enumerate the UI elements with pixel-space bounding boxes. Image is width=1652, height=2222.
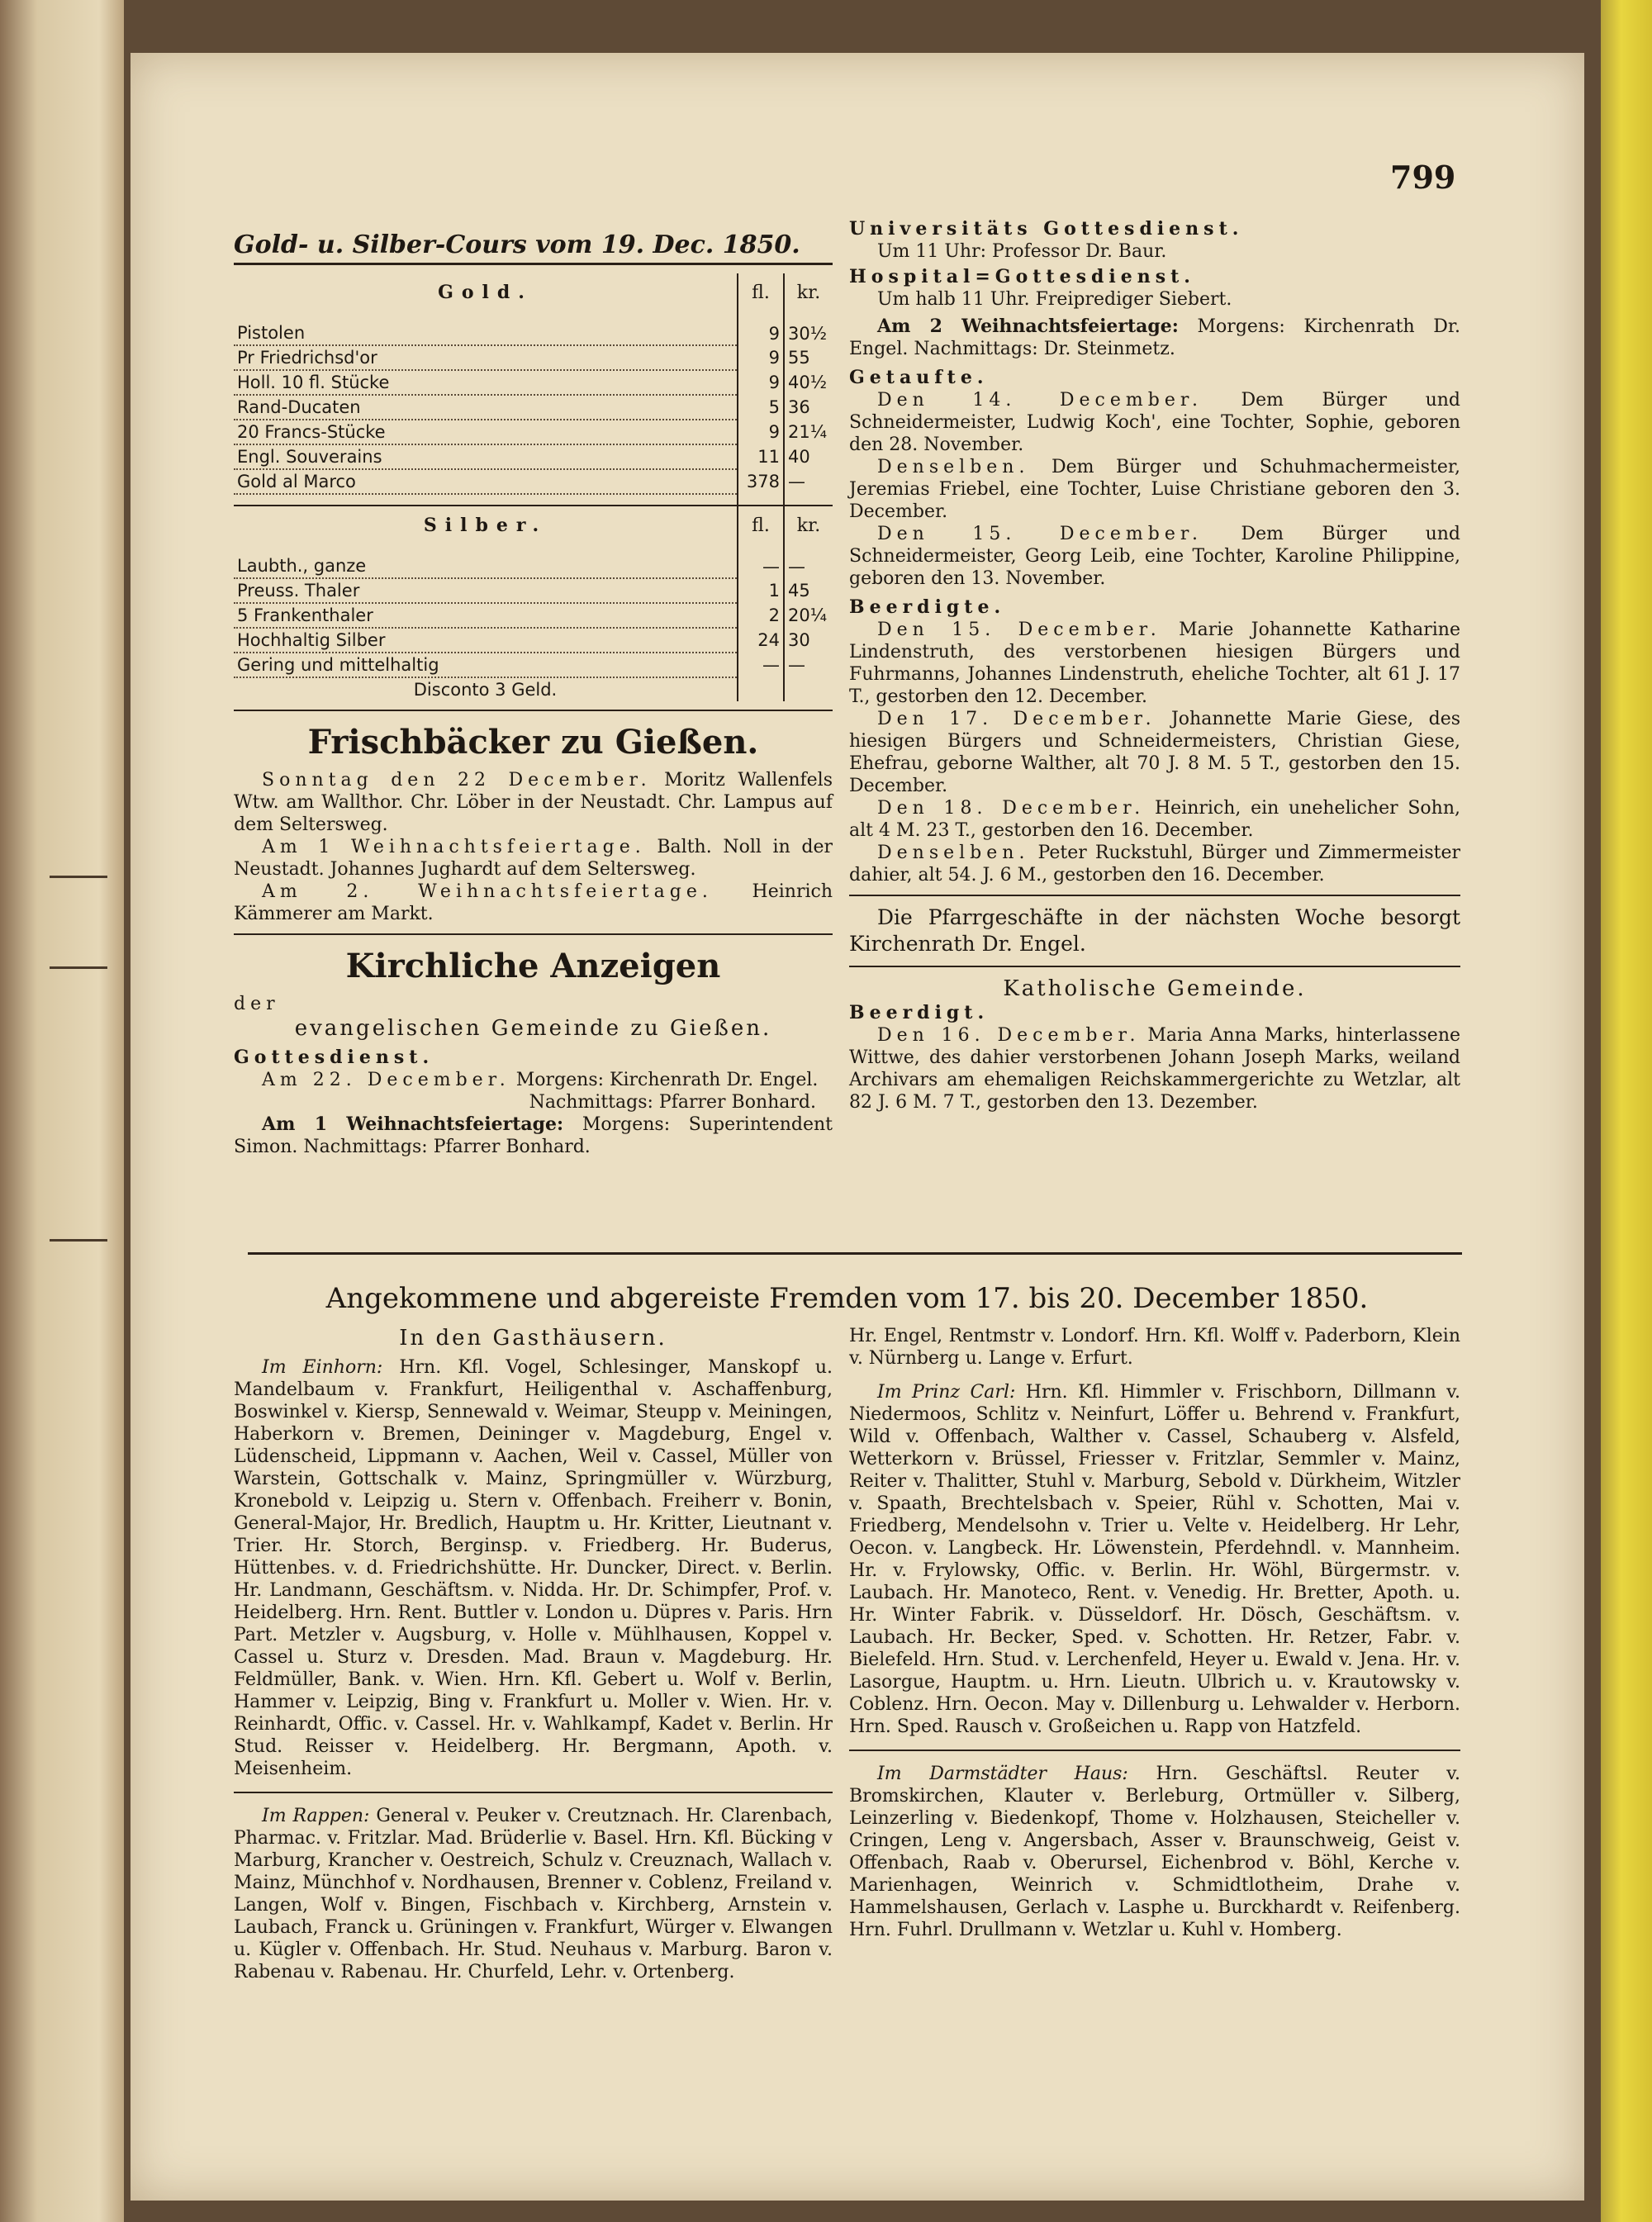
gottesdienst-heading: Gottesdienst. xyxy=(234,1047,434,1068)
getaufte-entry: Den 14. December. Dem Bürger und Schneidermeister, Ludwig Koch', eine Tochter, Sophie, geboren den 28. November. xyxy=(849,390,1460,455)
table-row: Engl. Souverains 11 40 xyxy=(234,444,833,469)
getaufte-heading: Getaufte. xyxy=(849,367,989,388)
getaufte-entry: Den 15. December. Dem Bürger und Schneidermeister, Georg Leib, eine Tochter, Karoline Philippine, geboren den 13. November. xyxy=(849,524,1460,589)
table-row: Rand-Ducaten 5 36 xyxy=(234,395,833,420)
table-row: Hochhaltig Silber 24 30 xyxy=(234,628,833,653)
beerdigte-entry: Denselben. Peter Ruckstuhl, Bürger und Zimmermeister dahier, alt 54. J. 6 M., gestorben den 16. December. xyxy=(849,843,1461,885)
table-row: Pistolen 9 30½ xyxy=(234,321,833,345)
table-row: 5 Frankenthaler 2 20¼ xyxy=(234,603,833,628)
fremde-title: Angekommene und abgereiste Fremden vom 17. bis 20. December 1850. xyxy=(325,1282,1369,1315)
table-row: Laubth., ganze — — xyxy=(234,554,833,578)
unit-fl: fl. xyxy=(738,506,784,544)
table-row: Pr Friedrichsd'or 9 55 xyxy=(234,345,833,370)
kath-heading: Katholische Gemeinde. xyxy=(1003,976,1307,1001)
newspaper-page xyxy=(131,53,1584,2201)
table-row: Holl. 10 fl. Stücke 9 40½ xyxy=(234,370,833,395)
beerdigte-entry: Den 17. December. Johannette Marie Giese, des hiesigen Bürgers und Schneidermeisters, Christian Giese, Ehefrau, geborne Walther, alt 70 J. 8 M. 5 T., gestorben den 15. December. xyxy=(849,709,1460,796)
cours-title: Gold- u. Silber-Cours vom 19. Dec. 1850. xyxy=(234,230,833,265)
silber-header: Silber. xyxy=(423,515,548,536)
einhorn-entry: Im Einhorn: Hrn. Kfl. Vogel, Schlesinger, Manskopf u. Mandelbaum v. Frankfurt, Heiligenthal v. Aschaffenburg, Boswinkel v. Kiersp, Sennewald v. Weimar, Steupp v. Meiningen, Haberkorn v. Bremen, Deininger v. Magdeburg, Engel v. Lüdenscheid, Lippmann v. Aachen, Weil v. Cassel, Müller von Warstein, Gottschalk v. Mainz, Springmüller v. Würzburg, Kronebold v. Leipzig u. Stern v. Offenbach. Freiherr v. Bonin, General-Major, Hr. Bredlich, Hauptm u. Hr. Kritter, Lieutnant v. Trier. Hr. Storch, Berginsp. v. Friedberg. Hr. Buderus, Hüttenbes. v. d. Friedrichshütte. Hr. Duncker, Direct. v. Berlin. Hr. Landmann, Geschäftsm. v. Nidda. Hr. Dr. Schimpfer, Prof. v. Heidelberg. Hrn. Rent. Buttler v. London u. Düpres v. Paris. Hrn Part. Metzler v. Augsburg, v. Holle v. Mühlhausen, Koppel v. Cassel u. Sturz v. Dresden. Mad. Braun v. Magdeburg. Hr. Feldmüller, Bank. v. Wien. Hrn. Kfl. Gebert u. Wolf v. Berlin, Hammer v. Leipzig, Bing v. Frankfurt u. Moller v. Wien. Hr. v. Reinhardt, Offic. v. Cassel. Hr. v. Wahlkampf, Kadet v. Berlin. Hr Stud. Reisser v. Heidelberg. Hr. Bergmann, Apoth. v. Meisenheim. xyxy=(234,1357,833,1779)
frisch-entry: Am 1 Weihnachtsfeiertage. Balth. Noll in der Neustadt. Johannes Jughardt auf dem Seltersweg. xyxy=(234,837,833,880)
beerdigte-entry: Den 18. December. Heinrich, ein unehelicher Sohn, alt 4 M. 23 T., gestorben den 16. December. xyxy=(849,798,1461,841)
page-number: 799 xyxy=(1390,159,1456,196)
beerdigte-heading: Beerdigte. xyxy=(849,596,1006,618)
unit-kr: kr. xyxy=(784,506,833,544)
previous-page-fragment xyxy=(0,0,124,2222)
fremde-section xyxy=(234,1274,1460,1328)
kirch-entry: Am 1 Weihnachtsfeiertage: Morgens: Superintendent Simon. Nachmittags: Pfarrer Bonhard. xyxy=(234,1113,833,1157)
disconto: Disconto 3 Geld. xyxy=(413,680,558,700)
hosp-heading: Hospital=Gottesdienst. xyxy=(849,266,1195,287)
getaufte-entry: Denselben. Dem Bürger und Schuhmachermeister, Jeremias Friebel, eine Tochter, Luise Christiane geboren den 3. December. xyxy=(849,457,1460,522)
rappen-entry: Im Rappen: General v. Peuker v. Creutznach. Hr. Clarenbach, Pharmac. v. Fritzlar. Mad. Brüderlie v. Basel. Hrn. Kfl. Bücking v Marburg, Krancher v. Oestreich, Schulz v. Creuznach, Wallach v. Mainz, Münchhof v. Nordhausen, Brenner v. Coblenz, Freiland v. Langen, Wolf v. Bingen, Fischbach v. Kirchberg, Arnstein v. Laubach, Franck u. Grüningen v. Frankfurt, Würger v. Elwangen u. Kügler v. Offenbach. Hr. Stud. Neuhaus v. Marburg. Baron v. Rabenau v. Rabenau. Hr. Churfeld, Lehr. v. Ortenberg. xyxy=(234,1806,833,1982)
gasthaeuser-heading: In den Gasthäusern. xyxy=(399,1326,667,1351)
unit-kr: kr. xyxy=(784,273,833,311)
table-row: Preuss. Thaler 1 45 xyxy=(234,578,833,603)
univ-text: Um 11 Uhr: Professor Dr. Baur. xyxy=(877,241,1167,262)
univ-heading: Universitäts Gottesdienst. xyxy=(849,218,1244,240)
hosp-text: Um halb 11 Uhr. Freiprediger Siebert. xyxy=(877,289,1232,310)
fremde-cont: Hr. Engel, Rentmstr v. Londorf. Hrn. Kfl. Wolff v. Paderborn, Klein v. Nürnberg u. Lange v. Erfurt. xyxy=(849,1326,1460,1369)
frisch-entry: Am 2. Weihnachtsfeiertage. Heinrich Kämmerer am Markt. xyxy=(234,881,833,924)
right-column xyxy=(849,218,1460,1113)
table-row: Gold al Marco 378 — xyxy=(234,469,833,494)
kirch-entry: Am 22. December. Morgens: Kirchenrath Dr. Engel. xyxy=(262,1070,819,1090)
table-row: Gering und mittelhaltig — — xyxy=(234,653,833,677)
kirchliche-title: Kirchliche Anzeigen xyxy=(345,947,721,985)
fremde-left-column xyxy=(234,1325,833,1983)
pfarr-notice: Die Pfarrgeschäfte in der nächsten Woche besorgt Kirchenrath Dr. Engel. xyxy=(849,905,1460,956)
unit-fl: fl. xyxy=(738,273,784,311)
darm-entry: Im Darmstädter Haus: Hrn. Geschäftsl. Reuter v. Bromskirchen, Klauter v. Berleburg, Ortmüller v. Silberg, Leinzerling v. Biedenkopf, Thome v. Holzhausen, Steicheller v. Cringen, Leng v. Angersbach, Asser v. Braunschweig, Geist v. Offenbach, Raab v. Oberursel, Eichenbrod v. Böhl, Kerche v. Marienhagen, Weinrich v. Schmidtlotheim, Drahe v. Hammelshausen, Gerlach v. Lasphe u. Burckhardt v. Reifenberg. Hrn. Fuhrl. Drullmann v. Wetzlar u. Kuhl v. Homberg. xyxy=(849,1764,1460,1940)
table-row: 20 Francs-Stücke 9 21¼ xyxy=(234,420,833,444)
gold-header: Gold. xyxy=(438,282,533,303)
fremde-right-column xyxy=(849,1325,1460,1941)
frischbaecker-title: Frischbäcker zu Gießen. xyxy=(307,723,759,762)
beerdigt-heading: Beerdigt. xyxy=(849,1002,990,1023)
gemeinde-line: evangelischen Gemeinde zu Gießen. xyxy=(294,1016,772,1041)
gold-table xyxy=(234,273,833,701)
yellow-page-edge xyxy=(1601,0,1652,2222)
kirch-entry-cont: Nachmittags: Pfarrer Bonhard. xyxy=(529,1092,816,1113)
section-divider xyxy=(248,1252,1462,1255)
der-word: der xyxy=(234,994,280,1014)
carl-entry: Im Prinz Carl: Hrn. Kfl. Himmler v. Frischborn, Dillmann v. Niedermoos, Schlitz v. Neinfurt, Löffer u. Behrend v. Frankfurt, Wild v. Offenbach, Walther v. Cassel, Schauberg v. Alsfeld, Wetterkorn v. Brüssel, Friesser v. Fritzlar, Semmler v. Mainz, Reiter v. Thalitter, Stuhl v. Marburg, Sebold v. Dürkheim, Witzler v. Spaath, Brechtelsbach v. Speier, Rühl v. Schotten, Mai v. Friedberg, Mendelsohn v. Trier u. Velte v. Heidelberg. Hr Lehr, Oecon. v. Langbeck. Hr. Löwenstein, Pferdehndl. v. Mannheim. Hr. v. Frylowsky, Offic. v. Berlin. Hr. Wöhl, Bürgermstr. v. Laubach. Hr. Manoteco, Rent. v. Venedig. Hr. Bretter, Apoth. u. Hr. Winter Fabrik. v. Düsseldorf. Hr. Dösch, Geschäftsm. v. Laubach. Hr. Becker, Sped. v. Schotten. Hr. Retzer, Fabr. v. Bielefeld. Hrn. Stud. v. Lerchenfeld, Heyer u. Ewald v. Jena. Hr. v. Lasorgue, Hauptm. u. Hrn. Lieutn. Ulbrich u. v. Krautowsky v. Coblenz. Hrn. Oecon. May v. Dillenburg u. Lehwalder v. Herborn. Hrn. Sped. Rausch v. Großeichen u. Rapp von Hatzfeld. xyxy=(849,1382,1460,1737)
left-column xyxy=(234,230,833,1158)
frisch-entry: Sonntag den 22 December. Moritz Wallenfels Wtw. am Wallthor. Chr. Löber in der Neustadt. Chr. Lampus auf dem Seltersweg. xyxy=(234,770,833,835)
kath-entry: Den 16. December. Maria Anna Marks, hinterlassene Wittwe, des dahier verstorbenen Johann Joseph Marks, weiland Archivars am ehemaligen Reichskammergerichte zu Wetzlar, alt 82 J. 6 M. 7 T., gestorben den 13. Dezember. xyxy=(849,1025,1461,1113)
weih-entry: Am 2 Weihnachtsfeiertage: Morgens: Kirchenrath Dr. Engel. Nachmittags: Dr. Steinmetz. xyxy=(849,316,1461,359)
beerdigte-entry: Den 15. December. Marie Johannette Katharine Lindenstruth, des verstorbenen hiesigen Bürgers und Fuhrmanns, Johannes Lindenstruth, eheliche Tochter, alt 61 J. 17 T., gestorben den 12. December. xyxy=(849,620,1460,707)
